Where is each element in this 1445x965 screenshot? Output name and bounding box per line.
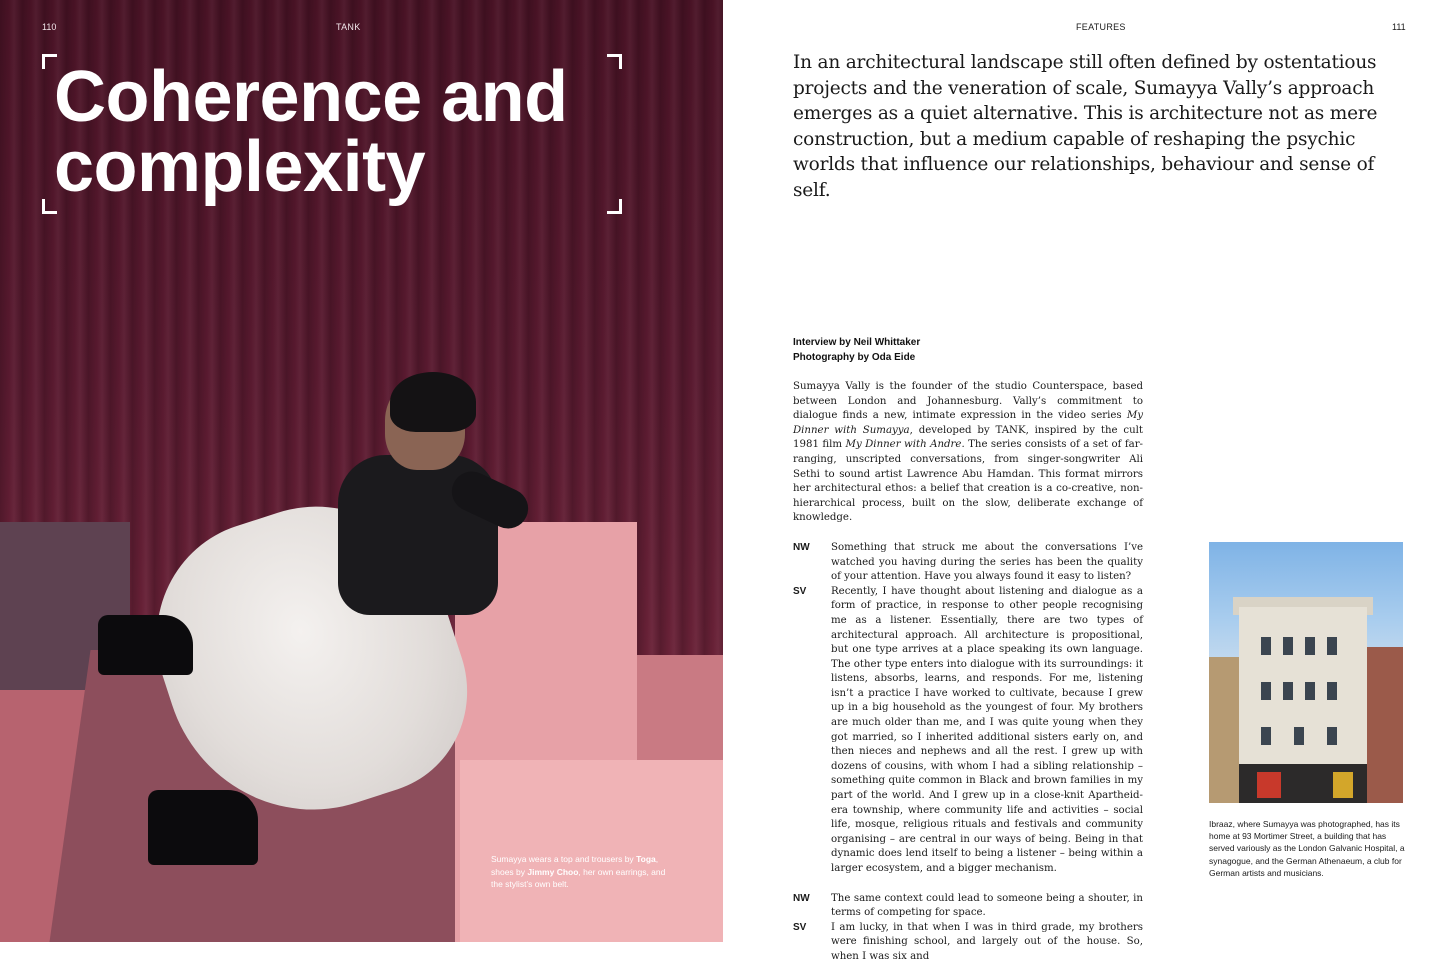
article-body — [793, 380, 1143, 965]
dialogue-turn — [793, 921, 1143, 965]
dialogue-text: The same context could lead to someone being a shouter, in terms of competing for space. — [831, 892, 1143, 919]
boot-right — [148, 790, 258, 865]
photo-caption-right: Ibraaz, where Sumayya was photographed, has its home at 93 Mortimer Street, a building that has served variously as the London Galvanic Hospital, a synagogue, and the German Athenaeum, a club for German artists and musicians. — [1209, 819, 1405, 878]
credit-interview: Interview by Neil Whittaker — [793, 337, 921, 348]
window — [1261, 682, 1271, 700]
credits — [793, 336, 920, 365]
corner-mark-bottom-right — [607, 199, 622, 214]
corner-mark-top-right — [607, 54, 622, 69]
window — [1327, 727, 1337, 745]
dialogue-turn — [793, 892, 1143, 921]
running-head-right: FEATURES — [1076, 22, 1126, 32]
window — [1327, 637, 1337, 655]
shop-window-yellow — [1333, 772, 1353, 798]
shop-window-red — [1257, 772, 1281, 798]
window — [1305, 682, 1315, 700]
sitter-hair — [390, 372, 476, 432]
right-page — [723, 0, 1445, 962]
bench-pink-seat — [460, 760, 723, 942]
window — [1261, 637, 1271, 655]
photo-caption-left — [491, 853, 666, 891]
intro-paragraph — [793, 380, 1143, 526]
caption-prefix: Sumayya wears a top and trousers by — [491, 854, 634, 864]
neighbour-building-left — [1209, 657, 1243, 803]
window — [1283, 637, 1293, 655]
speaker-label: NW — [793, 892, 810, 904]
caption-brand-toga: Toga — [636, 854, 656, 864]
caption-mid: , shoes by — [491, 854, 659, 877]
intro-text-c: . The series consists of a set of far-ranging, unscripted conversations, from singer-songwriter Ali Sethi to sound artist Lawrence Abu Hamdan. This format mirrors her architectural ethos: a belief that creation is a co-creative, non-hierarchical process, built on the slow, deliberate exchange of knowledge. — [793, 439, 1144, 524]
window — [1305, 637, 1315, 655]
dialogue-text: Something that struck me about the conversations I’ve watched you having during the series has been the quality of your attention. Have you always found it easy to listen? — [831, 541, 1143, 583]
boot-left — [98, 615, 193, 675]
credit-photography: Photography by Oda Eide — [793, 351, 916, 363]
intro-text-b: , developed by TANK, inspired by the cult 1981 film — [793, 424, 1143, 451]
dialogue-turn — [793, 541, 1143, 585]
speaker-label: NW — [793, 541, 810, 553]
title-line-2: complexity — [54, 127, 426, 207]
running-head-left: TANK — [336, 22, 361, 32]
left-page — [0, 0, 723, 942]
dialogue-turn — [793, 585, 1143, 877]
title-line-1: Coherence and — [54, 57, 568, 137]
window — [1294, 727, 1304, 745]
standfirst: In an architectural landscape still often defined by ostentatious projects and the veneration of scale, Sumayya Vally’s approach emerges as a quiet alternative. This is architecture not as mere construction, but a medium capable of reshaping the psychic worlds that influence our relationships, behaviour and sense of self. — [793, 52, 1378, 201]
window — [1283, 682, 1293, 700]
page-number-left: 110 — [42, 22, 57, 32]
dialogue-text: I am lucky, in that when I was in third grade, my brothers were finishing school, and largely out of the house. So, when I was six and — [831, 921, 1143, 962]
speaker-label: SV — [793, 585, 807, 597]
dialogue-text: Recently, I have thought about listening and dialogue as a form of practice, in response to other people recognising me as a listener. Essentially, there are two types of architectural approach. All architecture is propositional, but one type arrives at a place speaking its own language. The other type enters into dialogue with its surroundings: it listens, absorbs, learns, and responds. For me, listening isn’t a practice I have worked to cultivate, because I grew up in a big household as the youngest of four. My brothers are much older than me, and I was quite young when they got married, so I inherited additional sisters early on, and then nieces and nephews and all the rest. I grew up with dozens of cousins, with whom I had a sibling relationship – something quite common in Black and brown families in my part of the world. And I grew up in a close-knit Apartheid-era township, where community life and activities – social life, mosque, religious rituals and festivals and community organising – are central in our ways of being. Being in that dynamic does lend itself to being a listener – being within a larger ecosystem, and a bigger mechanism. — [831, 585, 1143, 874]
neighbour-building-right — [1367, 647, 1403, 803]
intro-film-title: My Dinner with Andre — [845, 439, 962, 451]
speaker-label: SV — [793, 921, 807, 933]
intro-series-title: My Dinner with Sumayya — [793, 410, 1143, 436]
article-title — [54, 57, 568, 207]
window — [1327, 682, 1337, 700]
caption-suffix: , her own earrings, and the stylist’s own belt. — [491, 866, 666, 889]
intro-text-a: Sumayya Vally is the founder of the studio Counterspace, based between London and Johannesburg. Vally’s commitment to dialogue finds a new, intimate expression in the video series — [793, 381, 1143, 422]
page-number-right: 111 — [1392, 22, 1406, 32]
building-photo — [1209, 542, 1403, 803]
title-block — [42, 54, 622, 214]
window — [1261, 727, 1271, 745]
caption-brand-jimmy-choo: Jimmy Choo — [527, 866, 579, 877]
